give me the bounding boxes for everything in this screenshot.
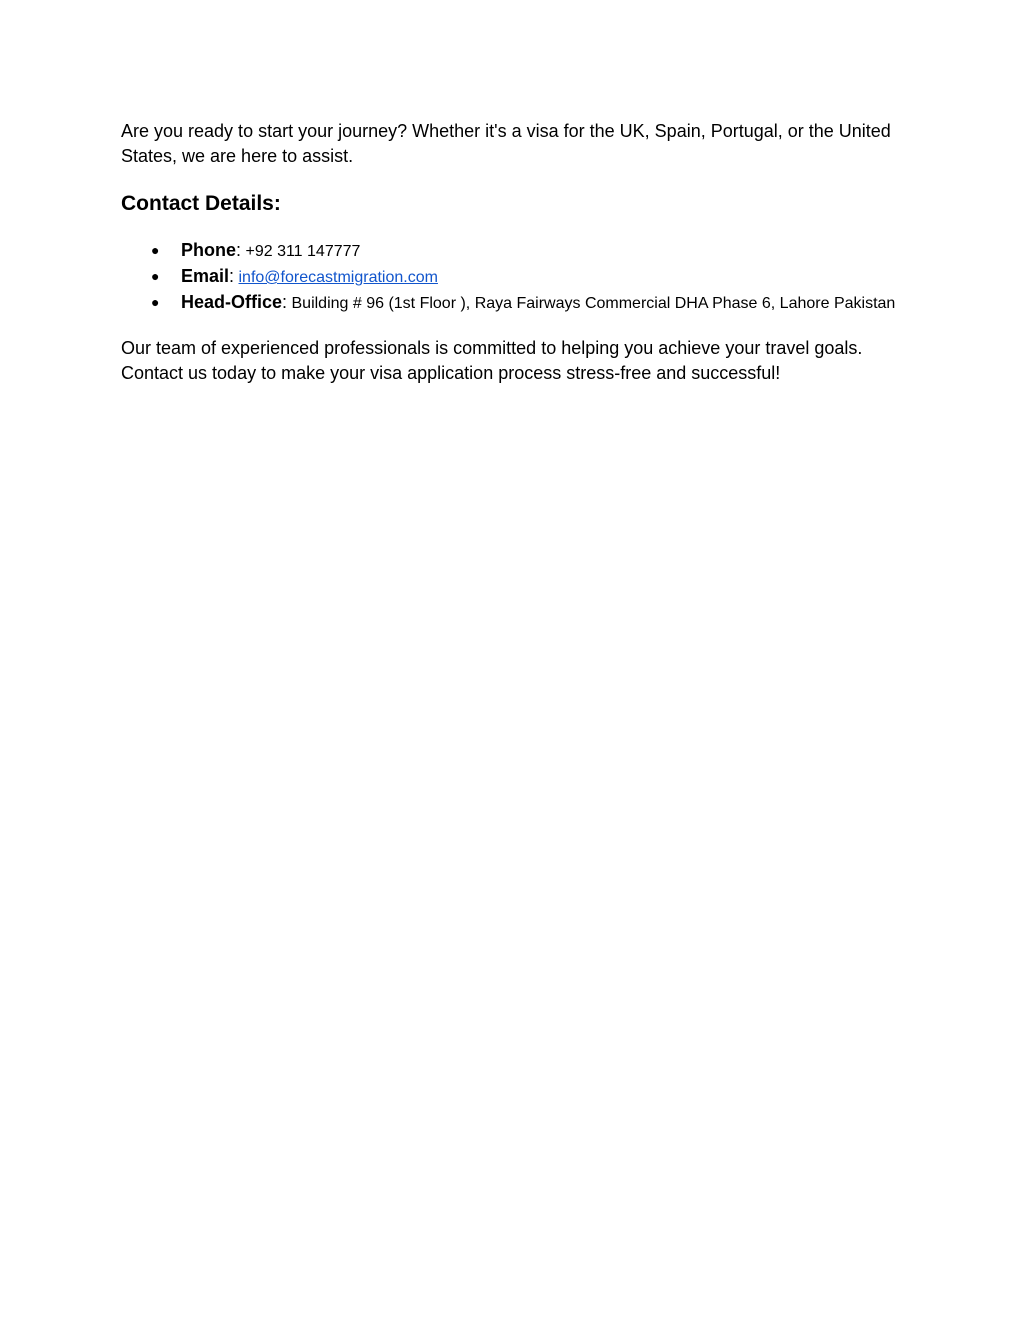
phone-value: +92 311 147777 bbox=[241, 243, 361, 260]
head-office-label: Head-Office bbox=[181, 292, 283, 312]
email-link[interactable]: info@forecastmigration.com bbox=[238, 269, 438, 286]
email-separator: : bbox=[229, 266, 235, 286]
bullet-icon: ● bbox=[151, 268, 160, 284]
contact-item-head-office bbox=[121, 290, 911, 316]
bullet-icon: ● bbox=[151, 294, 160, 310]
head-office-address: Building # 96 (1st Floor ), Raya Fairways Commercial DHA Phase 6, Lahore Pakistan bbox=[287, 295, 896, 312]
closing-paragraph: Our team of experienced professionals is committed to helping you achieve your travel goals. Contact us today to make your visa application process stress-free and successful! bbox=[121, 338, 863, 383]
contact-item-email bbox=[121, 264, 911, 290]
email-label: Email bbox=[181, 266, 230, 286]
head-office-separator: : bbox=[282, 292, 288, 312]
document-body bbox=[121, 119, 911, 386]
contact-details-heading: Contact Details: bbox=[121, 192, 281, 215]
bullet-icon: ● bbox=[151, 242, 160, 258]
contact-list bbox=[121, 238, 911, 316]
contact-item-phone bbox=[121, 238, 911, 264]
intro-paragraph: Are you ready to start your journey? Whether it's a visa for the UK, Spain, Portugal, or the United States, we are here to assist. bbox=[121, 121, 891, 166]
phone-separator: : bbox=[236, 240, 242, 260]
phone-label: Phone bbox=[181, 240, 237, 260]
